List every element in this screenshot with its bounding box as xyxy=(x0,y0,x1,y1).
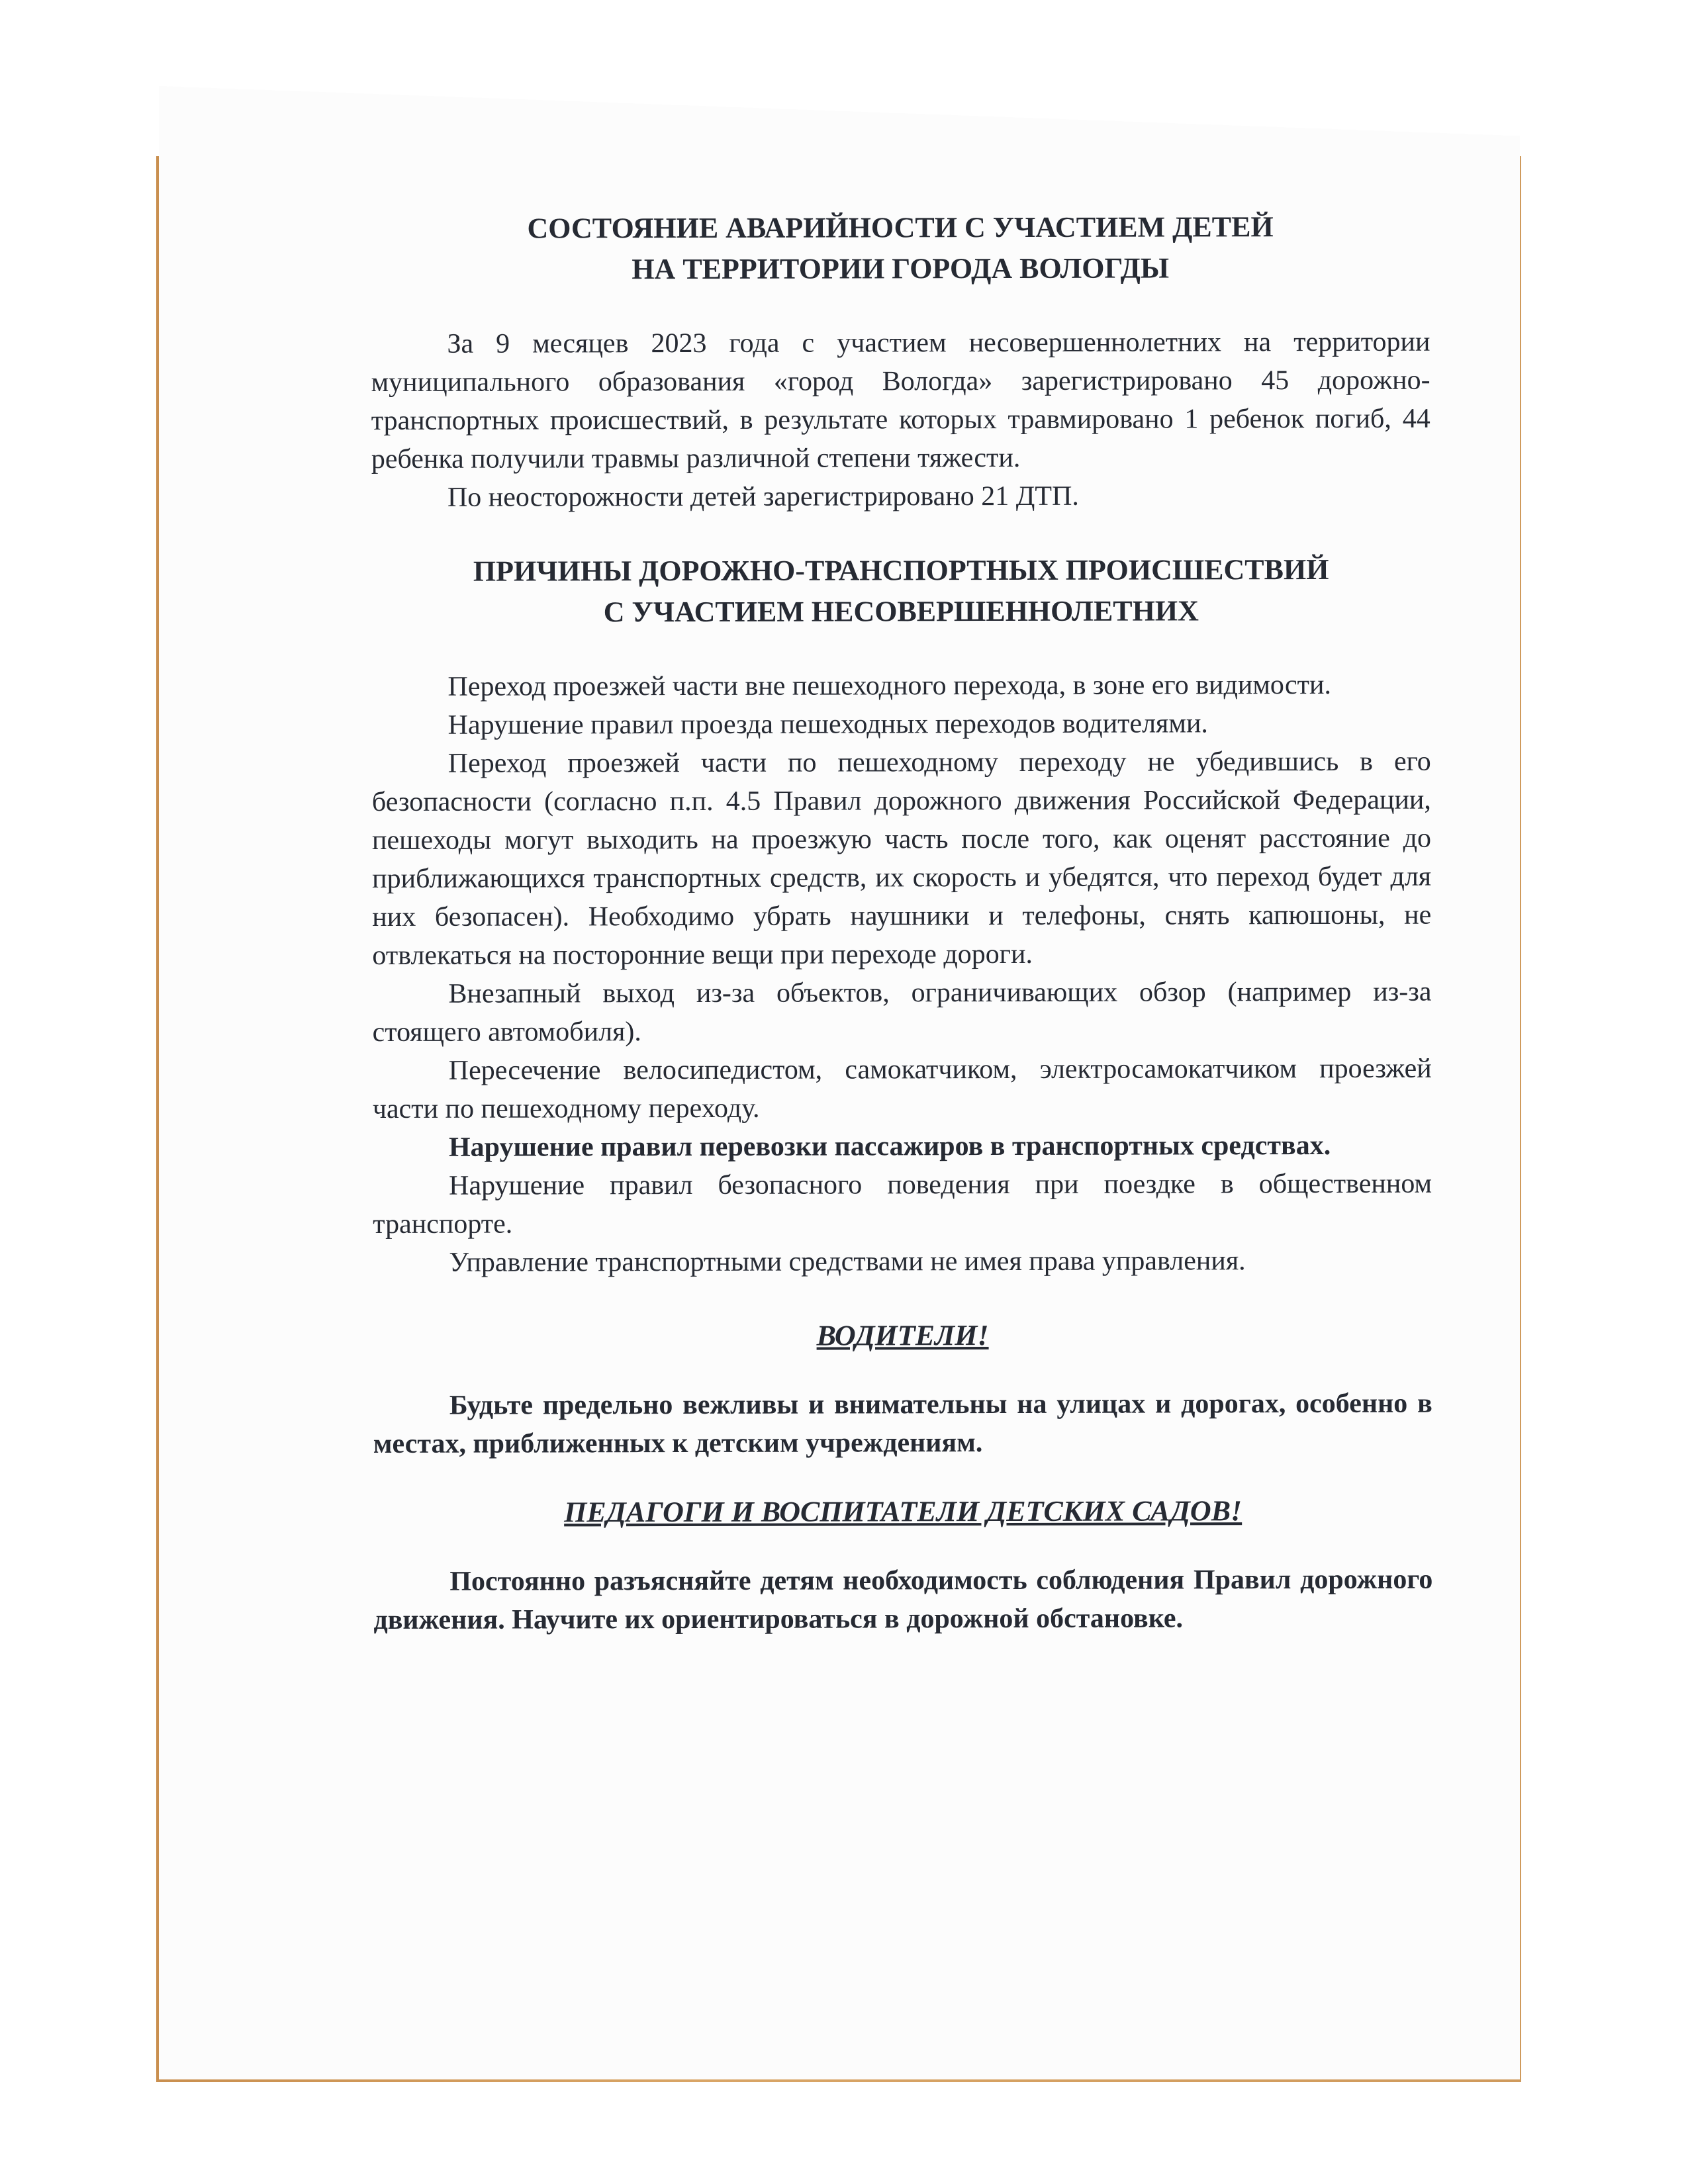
title-line-2: НА ТЕРРИТОРИИ ГОРОДА ВОЛОГДЫ xyxy=(632,251,1170,286)
document-title xyxy=(371,206,1430,291)
causes-heading xyxy=(371,549,1430,633)
cause-item: Нарушение правил проезда пешеходных переходов водителями. xyxy=(447,708,1208,741)
teachers-text: Постоянно разъясняйте детям необходимость соблюдения Правил дорожного движения. Научите их ориентироваться в дорожной обстановке. xyxy=(373,1564,1433,1635)
intro-paragraph-1: За 9 месяцев 2023 года с участием несовершеннолетних на территории муниципального образования «город Вологда» зарегистрировано 45 дорожно-транспортных происшествий, в результате которых травмировано 1 ребенок погиб, 44 ребенка получили травмы различной степени тяжести. xyxy=(371,326,1430,475)
cause-item: Внезапный выход из-за объектов, ограничивающих обзор (например из-за стоящего автомобиля). xyxy=(372,976,1432,1048)
cause-item: Переход проезжей части по пешеходному переходу не убедившись в его безопасности (согласно п.п. 4.5 Правил дорожного движения Российской Федерации, пешеходы могут выходить на проезжую часть после того, как оценят расстояние до приближающихся транспортных средств, их скорость и убедятся, что переход будет для них безопасен). Необходимо убрать наушники и телефоны, снять капюшоны, не отвлекаться на посторонние вещи при переходе дороги. xyxy=(371,746,1432,971)
cause-item-bold: Нарушение правил перевозки пассажиров в транспортных средствах. xyxy=(448,1130,1331,1163)
cause-item: Переход проезжей части вне пешеходного перехода, в зоне его видимости. xyxy=(447,669,1331,702)
cause-item: Управление транспортными средствами не имея права управления. xyxy=(449,1246,1246,1278)
intro-paragraph-2: По неосторожности детей зарегистрировано 21 ДТП. xyxy=(447,480,1079,513)
cause-item: Нарушение правил безопасного поведения при поездке в общественном транспорте. xyxy=(373,1168,1432,1240)
document-body xyxy=(371,206,1433,1639)
cause-item: Пересечение велосипедистом, самокатчиком, электросамокатчиком проезжей части по пешеходному переходу. xyxy=(372,1053,1432,1124)
teachers-heading: ПЕДАГОГИ И ВОСПИТАТЕЛИ ДЕТСКИХ САДОВ! xyxy=(564,1494,1243,1529)
drivers-text: Будьте предельно вежливы и внимательны на улицах и дорогах, особенно в местах, приближенных к детским учреждениям. xyxy=(373,1388,1432,1459)
title-line-1: СОСТОЯНИЕ АВАРИЙНОСТИ С УЧАСТИЕМ ДЕТЕЙ xyxy=(527,210,1274,245)
causes-heading-line-1: ПРИЧИНЫ ДОРОЖНО-ТРАНСПОРТНЫХ ПРОИСШЕСТВИЙ xyxy=(473,553,1329,588)
drivers-heading: ВОДИТЕЛИ! xyxy=(816,1319,989,1352)
causes-heading-line-2: С УЧАСТИЕМ НЕСОВЕРШЕННОЛЕТНИХ xyxy=(603,594,1199,629)
